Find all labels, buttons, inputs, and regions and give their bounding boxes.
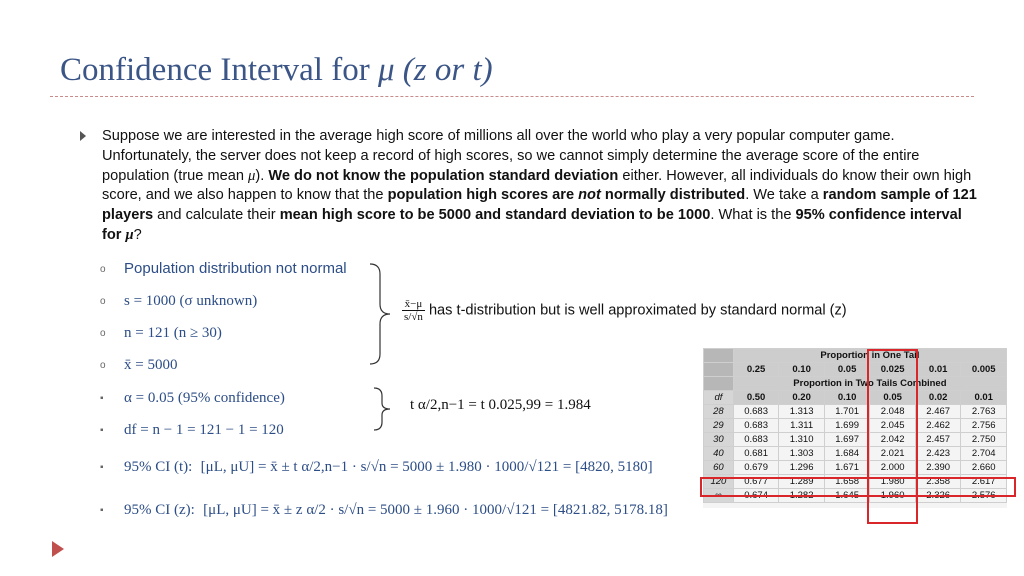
table-row: 120 0.677 1.289 1.658 1.980 2.358 2.617 [704,475,1007,489]
ci-t-formula: [μL, μU] = x̄ ± t α/2,n−1 · s/√n = 5000 ± 1.980 · 1000/√121 = [4820, 5180] [200,459,653,475]
slide-title [60,52,493,89]
title-text: Confidence Interval for [60,52,378,88]
two-tails-header: Proportion in Two Tails Combined [733,377,1006,391]
list-item-text: df = n − 1 = 121 − 1 = 120 [124,422,284,438]
list-item-text: s = 1000 (σ unknown) [124,293,258,309]
table-row: 40 0.681 1.303 1.684 2.021 2.423 2.704 [704,447,1007,461]
approximation-note [402,298,847,323]
title-divider [50,96,974,97]
df-header: df [704,391,734,405]
approximation-text: has t-distribution but is well approximated by standard normal (z) [428,302,847,319]
list-item-ci-t [100,458,653,476]
list-item [100,324,222,342]
title-mu: μ [377,52,395,88]
list-marker: ▪ [100,392,104,404]
list-marker: ▪ [100,461,104,473]
problem-paragraph: Suppose we are interested in the average high score of millions all over the world who play a very popular computer game. Unfortunately, the server does not keep a record of high scores, so we cannot simply determine the average score of the entire population (true mean μ). We do not know the population standard deviation either. However, all individuals do know their own high score, and we also happen to know that the population high scores are not normally distributed. We take a random sample of 121 players and calculate their mean high score to be 5000 and standard deviation to be 1000. What is the 95% confidence interval for μ? [102,128,977,243]
standardized-fraction: $\frac{x̄-\mu}{s/√n}$ [404,298,423,323]
right-brace-small [372,386,394,432]
bullet-arrow-icon [80,131,86,141]
list-item [100,260,347,277]
list-marker: ▪ [100,424,104,436]
list-item-text: n = 121 (n ≥ 30) [124,325,222,341]
table-row: 60 0.679 1.296 1.671 2.000 2.390 2.660 [704,461,1007,475]
highlight-row-box [700,477,1016,497]
list-item [100,356,177,374]
title-paren: (z or t) [402,52,493,88]
table-row: 28 0.683 1.313 1.701 2.048 2.467 2.763 [704,405,1007,419]
table-row: 29 0.683 1.311 1.699 2.045 2.462 2.756 [704,419,1007,433]
list-marker: o [100,263,106,275]
list-marker: o [100,295,106,307]
t-distribution-table: Proportion in One Tail 0.25 0.10 0.05 0.025 0.01 0.005 Proportion in Two Tails Combined df 0.50 0.20 0.10 0.05 0.02 0.01 28 0.683 1.313 1.701 2.048 2.467 2.763 29 0.683 1.311 1.699 2.045 2.462 2.756 30 0.683 1.310 1.697 2.042 2.457 2.750 40 0.681 1.303 1.684 2.021 2.423 2.704 60 0.679 1.296 1.671 2.000 2.390 2.660 120 0.677 1.289 1.658 1.980 2.358 2.617 ∞ 0.674 1.282 1.645 1.960 2.326 2.576 [703,348,1007,508]
ci-z-formula: [μL, μU] = x̄ ± z α/2 · s/√n = 5000 ± 1.960 · 1000/√121 = [4821.82, 5178.18] [203,502,668,518]
list-item-text: x̄ = 5000 [124,357,178,373]
right-brace-large [368,262,394,366]
list-marker: o [100,327,106,339]
ci-z-label: 95% CI (z): [124,502,195,518]
list-item-text: Population distribution not normal [124,260,347,277]
table-row: 30 0.683 1.310 1.697 2.042 2.457 2.750 [704,433,1007,447]
list-item-text: α = 0.05 (95% confidence) [124,390,285,406]
highlight-column-box [867,349,918,524]
slide-nav-arrow-icon[interactable] [52,541,64,557]
table-row: ∞ 0.674 1.282 1.645 1.960 2.326 2.576 [704,489,1007,503]
ci-t-label: 95% CI (t): [124,459,193,475]
list-marker: ▪ [100,504,104,516]
one-tail-header: Proportion in One Tail [733,349,1006,363]
list-item [100,389,285,407]
t-critical-note: t α/2,n−1 = t 0.025,99 = 1.984 [410,397,591,413]
list-marker: o [100,359,106,371]
list-item-ci-z [100,501,668,519]
list-item [100,421,284,439]
list-item [100,292,257,310]
